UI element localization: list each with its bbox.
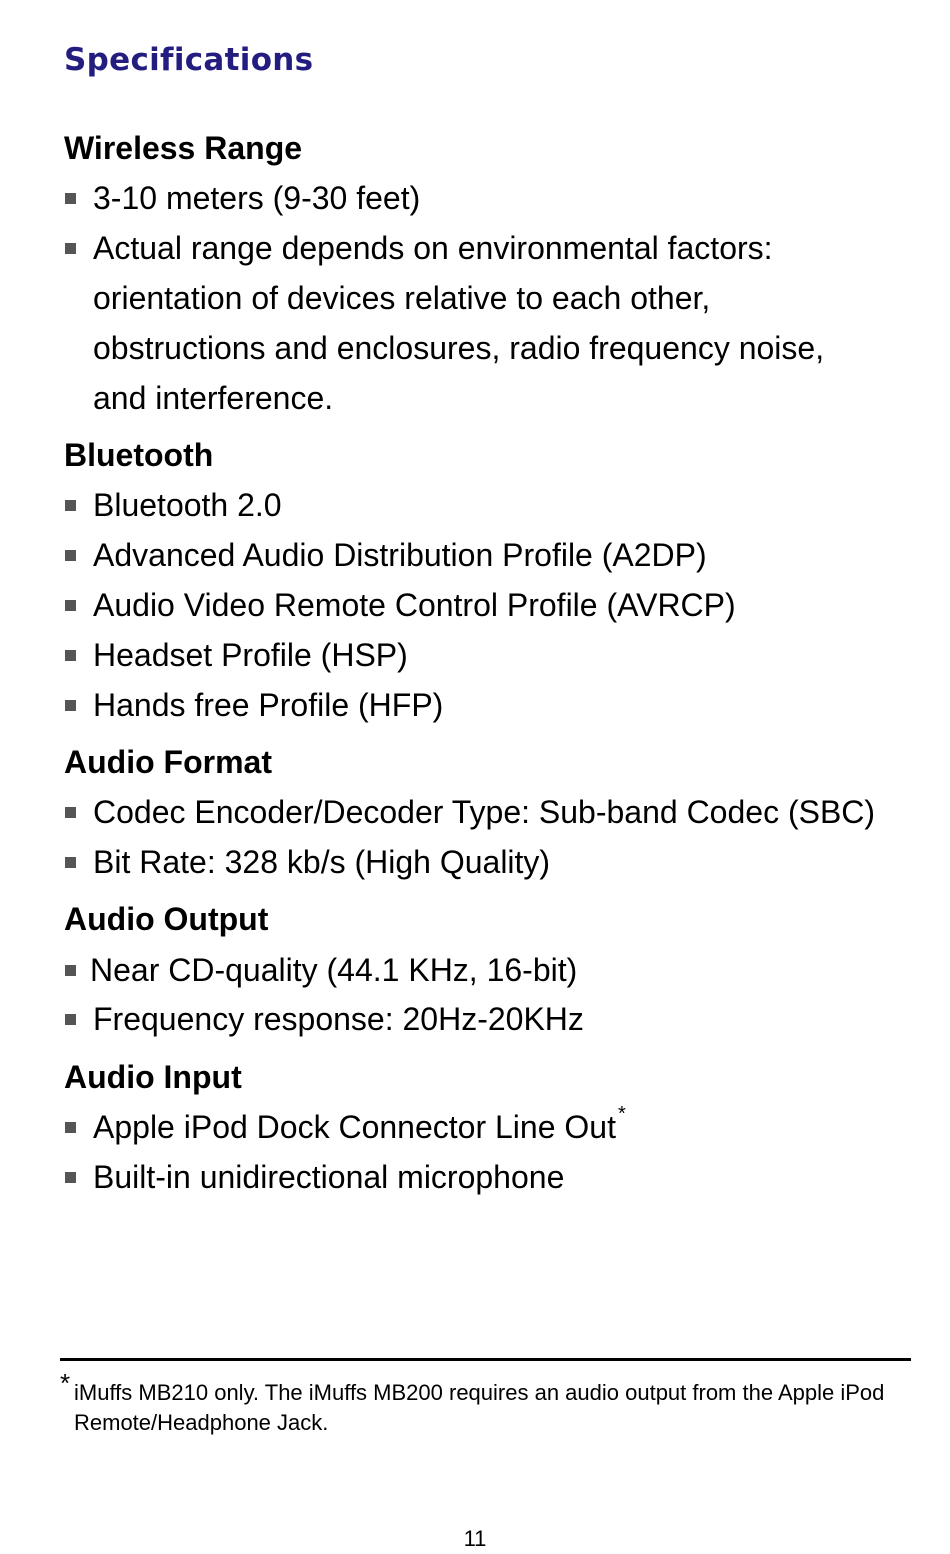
list-item-text: Frequency response: 20Hz-20KHz [93,1001,584,1037]
list-item-text-content: Apple iPod Dock Connector Line Out [93,1109,616,1145]
page-number: 11 [463,1526,487,1551]
list-item-text: Advanced Audio Distribution Profile (A2DP) [93,537,707,573]
square-bullet-icon [65,193,76,204]
square-bullet-icon [65,600,76,611]
list-item-text: Built-in unidirectional microphone [93,1159,565,1195]
square-bullet-icon [65,1122,76,1133]
square-bullet-icon [65,857,76,868]
footnote-text: iMuffs MB210 only. The iMuffs MB200 requires an audio output from the Apple iPod Remote/Headphone Jack. [74,1380,885,1435]
list-item-text: Hands free Profile (HFP) [93,687,444,723]
list-item-text: Actual range depends on environmental factors: orientation of devices relative to each other, obstructions and enclosures, radio frequency noise, and interference. [93,230,825,416]
footnote-marker: * [60,1368,71,1398]
list-item-text: Near CD-quality (44.1 KHz, 16-bit) [90,952,578,988]
section-heading-wireless-range: Wireless Range [64,130,303,166]
square-bullet-icon [65,500,76,511]
list-item-text: Audio Video Remote Control Profile (AVRCP) [93,587,736,623]
square-bullet-icon [65,700,76,711]
section-heading-audio-format: Audio Format [64,744,272,780]
square-bullet-icon [65,1172,76,1183]
square-bullet-icon [65,807,76,818]
square-bullet-icon [65,243,76,254]
list-item-text: Bluetooth 2.0 [93,487,282,523]
footnote-reference: * [617,1103,626,1126]
list-item-text: Headset Profile (HSP) [93,637,408,673]
list-item-text: 3-10 meters (9-30 feet) [93,180,421,216]
square-bullet-icon [65,1014,76,1025]
square-bullet-icon [65,550,76,561]
square-bullet-icon [65,650,76,661]
section-heading-bluetooth: Bluetooth [64,437,214,473]
section-heading-audio-output: Audio Output [64,901,269,937]
section-heading-audio-input: Audio Input [64,1059,242,1095]
footnote-divider [60,1358,911,1361]
page-title: Specifications [64,42,314,78]
list-item-text: Codec Encoder/Decoder Type: Sub-band Codec (SBC) [93,794,876,830]
square-bullet-icon [65,965,76,976]
list-item-text: Bit Rate: 328 kb/s (High Quality) [93,844,551,880]
list-item-text [93,1102,626,1152]
